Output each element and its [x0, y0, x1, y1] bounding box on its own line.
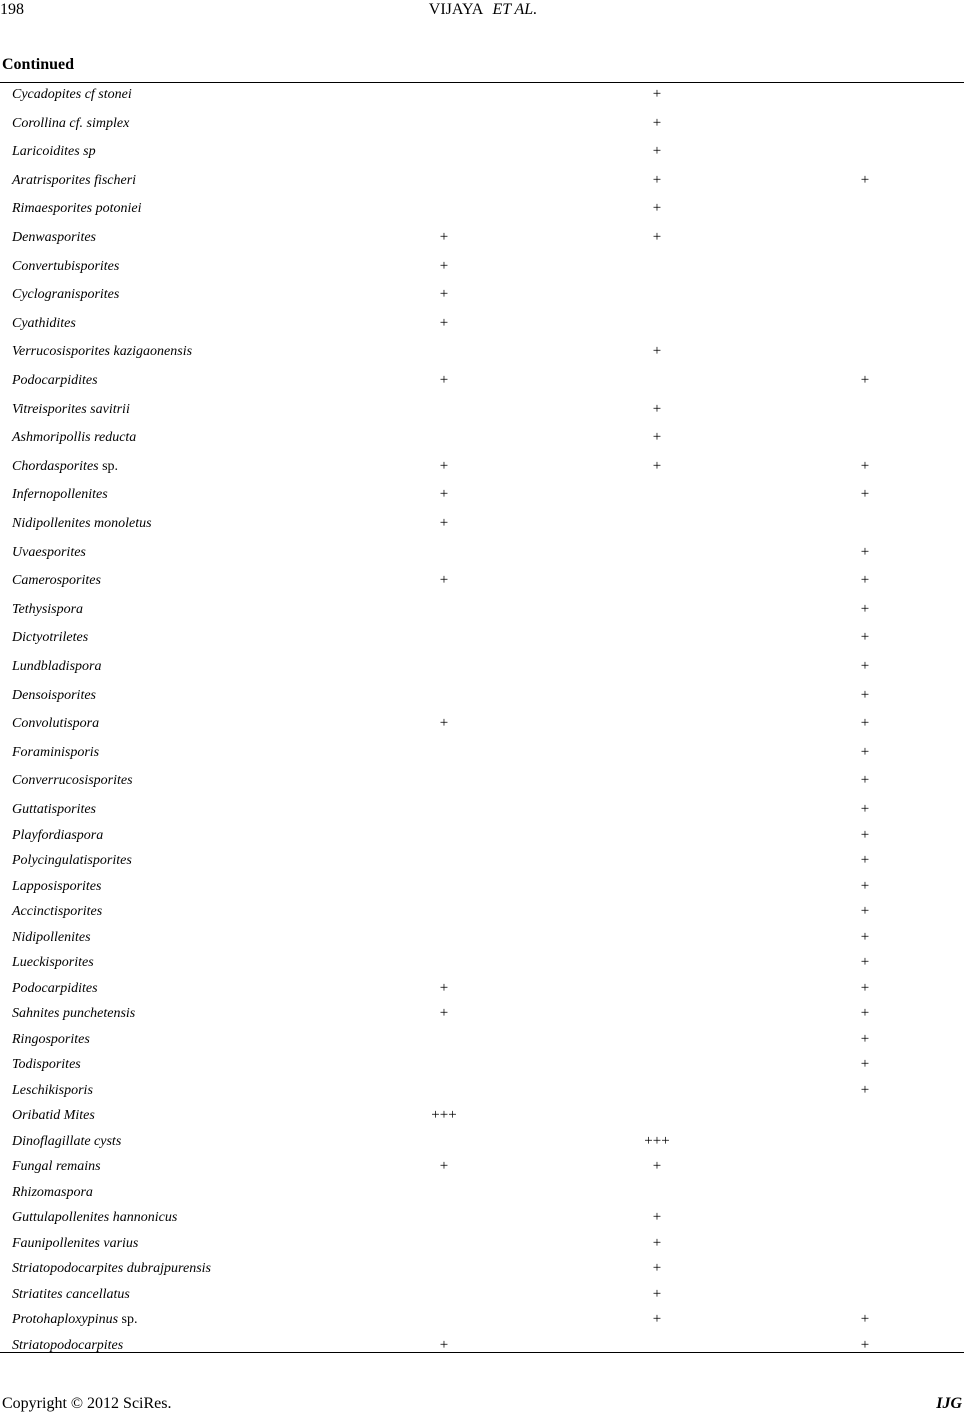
table-row — [0, 255, 964, 280]
occurrence-cell-2: + — [652, 114, 662, 131]
table-row — [0, 398, 964, 423]
taxon-name-italic: Faunipollenites varius — [12, 1235, 139, 1251]
taxon-name — [12, 659, 101, 675]
occurrence-cell-3: + — [860, 486, 870, 503]
taxon-name — [12, 716, 99, 732]
occurrence-cell-2: + — [652, 171, 662, 188]
taxon-name-italic: Verrucosisporites kazigaonensis — [12, 344, 193, 360]
running-head-authors: VIJAYA — [428, 1, 483, 18]
taxon-name — [12, 1287, 130, 1303]
taxon-name-italic: Corollina cf. simplex — [12, 115, 130, 131]
taxon-name-italic: Chordasporites — [12, 458, 99, 474]
table-row — [0, 798, 964, 823]
table-row — [0, 769, 964, 794]
taxon-name-italic: Guttatisporites — [12, 802, 97, 817]
table-row — [0, 684, 964, 709]
occurrence-cell-3: + — [860, 826, 870, 843]
taxon-name — [12, 87, 132, 103]
occurrence-cell-3: + — [860, 457, 870, 474]
taxon-name — [12, 828, 103, 844]
taxon-name — [12, 1032, 90, 1048]
page-number: 198 — [0, 1, 24, 18]
taxon-name-italic: Rhizomaspora — [12, 1184, 93, 1200]
occurrence-cell-3: + — [860, 954, 870, 970]
taxon-name — [12, 402, 130, 418]
table-row — [0, 1181, 964, 1206]
occurrence-cell-3: + — [860, 928, 870, 945]
taxon-name — [12, 904, 102, 920]
running-head-etal: ET AL. — [492, 1, 538, 18]
taxon-name — [12, 259, 119, 275]
occurrence-cell-2: + — [652, 1260, 662, 1276]
taxon-name-italic: Denwasporites — [12, 230, 96, 245]
table-row — [0, 312, 964, 337]
table-row — [0, 1334, 964, 1359]
taxon-name-italic: Aratrisporites fischeri — [12, 172, 137, 188]
taxon-name-italic: Dictyotriletes — [12, 630, 89, 646]
occurrence-cell-2: + — [652, 1234, 662, 1251]
taxon-name — [12, 173, 136, 189]
occurrence-cell-3: + — [860, 801, 870, 817]
occurrence-cell-1: + — [439, 1158, 449, 1174]
table-row — [0, 849, 964, 874]
occurrence-cell-3: + — [860, 979, 870, 996]
occurrence-cell-3: + — [860, 903, 870, 919]
occurrence-cell-2: + — [652, 400, 662, 417]
occurrence-cell-1: + — [439, 515, 449, 531]
taxon-name — [12, 373, 98, 389]
occurrence-cell-2: + — [652, 1158, 662, 1174]
occurrence-cell-3: + — [860, 1030, 870, 1047]
occurrence-cell-3: + — [860, 877, 870, 894]
taxon-name-italic: Guttulapollenites hannonicus — [12, 1210, 178, 1225]
taxon-name-suffix: sp. — [98, 458, 119, 474]
table-row — [0, 1104, 964, 1129]
table-row — [0, 712, 964, 737]
occurrence-cell-3: + — [860, 1311, 870, 1327]
table-row — [0, 1257, 964, 1282]
table-row — [0, 655, 964, 680]
occurrence-cell-3: + — [860, 658, 870, 674]
taxon-name-italic: Foraminisporis — [12, 744, 100, 760]
taxon-name-italic: Ringosporites — [12, 1031, 90, 1047]
occurrence-cell-3: + — [860, 372, 870, 388]
table-row — [0, 483, 964, 508]
table-row — [0, 140, 964, 165]
occurrence-cell-3: + — [860, 1336, 870, 1353]
taxon-name-italic: Lapposisporites — [12, 878, 102, 894]
occurrence-cell-2: + — [652, 1209, 662, 1225]
taxon-name — [12, 981, 98, 997]
occurrence-cell-3: + — [860, 572, 870, 589]
table-row — [0, 369, 964, 394]
taxon-name — [12, 144, 96, 160]
taxon-name — [12, 316, 76, 332]
occurrence-cell-2: + — [652, 429, 662, 446]
taxon-name — [12, 1261, 211, 1277]
taxon-name-italic: Uvaesporites — [12, 544, 86, 560]
taxon-name-italic: Podocarpidites — [12, 980, 98, 996]
occurrence-cell-2: + — [652, 1311, 662, 1327]
taxon-name-italic: Densoisporites — [12, 687, 96, 703]
taxon-name — [12, 802, 96, 818]
footer-journal: IJG — [936, 1395, 962, 1412]
occurrence-cell-1: + — [439, 457, 449, 474]
table-row — [0, 83, 964, 108]
occurrence-cell-2: + — [652, 86, 662, 102]
table-row — [0, 1079, 964, 1104]
table-caption: Continued — [2, 56, 75, 73]
table-row — [0, 1028, 964, 1053]
table-row — [0, 112, 964, 137]
table-row — [0, 169, 964, 194]
occurrence-cell-2: + — [652, 200, 662, 217]
occurrence-cell-2: +++ — [644, 1132, 670, 1149]
taxon-name — [12, 853, 132, 869]
occurrence-cell-3: + — [860, 543, 870, 560]
table-row — [0, 824, 964, 849]
table-row — [0, 426, 964, 451]
taxon-name-italic: Cyclogranisporites — [12, 287, 120, 303]
table-row — [0, 1130, 964, 1155]
taxon-name-italic: Convertubisporites — [12, 258, 120, 274]
taxon-name-italic: Vitreisporites savitrii — [12, 401, 130, 417]
taxon-name — [12, 344, 192, 360]
taxon-name-italic: Striatopodocarpites — [12, 1337, 124, 1353]
occurrence-cell-1: +++ — [431, 1107, 457, 1123]
occurrence-cell-2: + — [652, 143, 662, 160]
taxon-name — [12, 602, 83, 618]
table-row — [0, 1206, 964, 1231]
table-row — [0, 1053, 964, 1078]
taxon-name — [12, 1108, 95, 1124]
taxon-name — [12, 630, 88, 646]
taxon-name — [12, 930, 91, 946]
taxon-name — [12, 1185, 93, 1201]
taxon-name — [12, 955, 94, 971]
taxon-name — [12, 1159, 101, 1175]
taxon-name — [12, 116, 129, 132]
taxon-name-italic: Striatites cancellatus — [12, 1286, 130, 1302]
occurrence-cell-2: + — [652, 229, 662, 245]
taxon-name — [12, 1006, 135, 1022]
table-row — [0, 569, 964, 594]
occurrence-cell-1: + — [439, 486, 449, 503]
taxon-name — [12, 1057, 81, 1073]
occurrence-cell-2: + — [652, 457, 662, 474]
taxon-name — [12, 1210, 177, 1226]
occurrence-cell-1: + — [439, 229, 449, 245]
taxon-name — [12, 1134, 121, 1150]
table-row — [0, 197, 964, 222]
table-row — [0, 626, 964, 651]
taxon-name-italic: Cycadopites cf stonei — [12, 87, 132, 102]
table-row — [0, 1002, 964, 1027]
table-row — [0, 1232, 964, 1257]
taxon-name-italic: Tethysispora — [12, 601, 84, 617]
taxon-name-italic: Accinctisporites — [12, 904, 103, 919]
taxon-name-italic: Leschikisporis — [12, 1082, 93, 1098]
taxon-name — [12, 287, 119, 303]
occurrence-cell-1: + — [439, 1005, 449, 1021]
table-row — [0, 951, 964, 976]
occurrence-cell-3: + — [860, 686, 870, 703]
occurrence-cell-1: + — [439, 1336, 449, 1353]
taxon-name-italic: Ashmoripollis reducta — [12, 430, 137, 446]
taxon-name-italic: Rimaesporites potoniei — [12, 201, 142, 217]
taxon-name-italic: Polycingulatisporites — [12, 853, 132, 868]
table-row — [0, 283, 964, 308]
occurrence-cell-1: + — [439, 715, 449, 732]
taxon-name-italic: Converrucosisporites — [12, 773, 133, 789]
taxon-name — [12, 230, 96, 246]
taxon-name — [12, 573, 101, 589]
taxon-name — [12, 487, 108, 503]
occurrence-cell-3: + — [860, 743, 870, 760]
taxon-name-italic: Striatopodocarpites dubrajpurensis — [12, 1261, 211, 1276]
table-row — [0, 926, 964, 951]
occurrence-cell-3: + — [860, 171, 870, 188]
running-head — [0, 1, 966, 19]
table-row — [0, 226, 964, 251]
table-row — [0, 1283, 964, 1308]
taxon-name-italic: Fungal remains — [12, 1159, 101, 1174]
occurrence-cell-1: + — [439, 257, 449, 274]
table-row — [0, 541, 964, 566]
occurrence-cell-1: + — [439, 286, 449, 303]
table-row — [0, 512, 964, 537]
table-row — [0, 1155, 964, 1180]
occurrence-cell-1: + — [439, 314, 449, 331]
taxon-name-italic: Playfordiaspora — [12, 827, 104, 843]
taxon-name-italic: Podocarpidites — [12, 373, 98, 388]
taxon-name-italic: Nidipollenites monoletus — [12, 516, 152, 531]
table-row — [0, 455, 964, 480]
footer-copyright: Copyright © 2012 SciRes. — [2, 1395, 172, 1412]
table-row — [0, 598, 964, 623]
taxon-name-italic: Dinoflagillate cysts — [12, 1133, 122, 1149]
taxon-name-italic: Sahnites punchetensis — [12, 1006, 136, 1021]
occurrence-cell-3: + — [860, 1081, 870, 1098]
taxon-name-italic: Laricoidites sp — [12, 144, 96, 160]
table-row — [0, 875, 964, 900]
occurrence-cell-3: + — [860, 600, 870, 617]
taxon-name-italic: Cyathidites — [12, 315, 76, 331]
taxon-name-italic: Oribatid Mites — [12, 1108, 95, 1123]
occurrence-cell-3: + — [860, 1005, 870, 1021]
occurrence-cell-1: + — [439, 572, 449, 589]
taxon-name-italic: Infernopollenites — [12, 487, 108, 503]
taxon-name — [12, 773, 133, 789]
table-row — [0, 340, 964, 365]
taxon-name — [12, 545, 86, 561]
occurrence-cell-1: + — [439, 372, 449, 388]
taxon-name — [12, 1236, 138, 1252]
occurrence-cell-3: + — [860, 852, 870, 868]
taxon-name-italic: Protohaploxypinus — [12, 1312, 119, 1327]
taxon-name — [12, 1312, 137, 1328]
taxon-name — [12, 516, 152, 532]
taxon-name — [12, 879, 101, 895]
table-row — [0, 741, 964, 766]
taxon-name — [12, 688, 96, 704]
table-bottom-rule — [0, 1352, 964, 1353]
taxon-name-italic: Convolutispora — [12, 716, 100, 732]
taxon-name-italic: Camerosporites — [12, 573, 101, 589]
taxon-name — [12, 430, 136, 446]
taxon-name — [12, 745, 99, 761]
occurrence-cell-3: + — [860, 772, 870, 789]
table-row — [0, 900, 964, 925]
occurrence-cell-2: + — [652, 1285, 662, 1302]
taxon-name-italic: Nidipollenites — [12, 929, 91, 945]
taxon-name — [12, 201, 142, 217]
table-row — [0, 977, 964, 1002]
taxon-name-italic: Lueckisporites — [12, 955, 94, 970]
taxon-name — [12, 459, 118, 475]
occurrence-cell-2: + — [652, 343, 662, 360]
taxon-name-suffix: sp. — [118, 1312, 138, 1327]
taxon-name — [12, 1083, 93, 1099]
taxon-name-italic: Lundbladispora — [12, 659, 102, 674]
occurrence-cell-3: + — [860, 629, 870, 646]
occurrence-cell-3: + — [860, 715, 870, 732]
occurrence-cell-1: + — [439, 979, 449, 996]
taxon-name-italic: Todisporites — [12, 1057, 81, 1072]
table-row — [0, 1308, 964, 1333]
occurrence-cell-3: + — [860, 1056, 870, 1072]
